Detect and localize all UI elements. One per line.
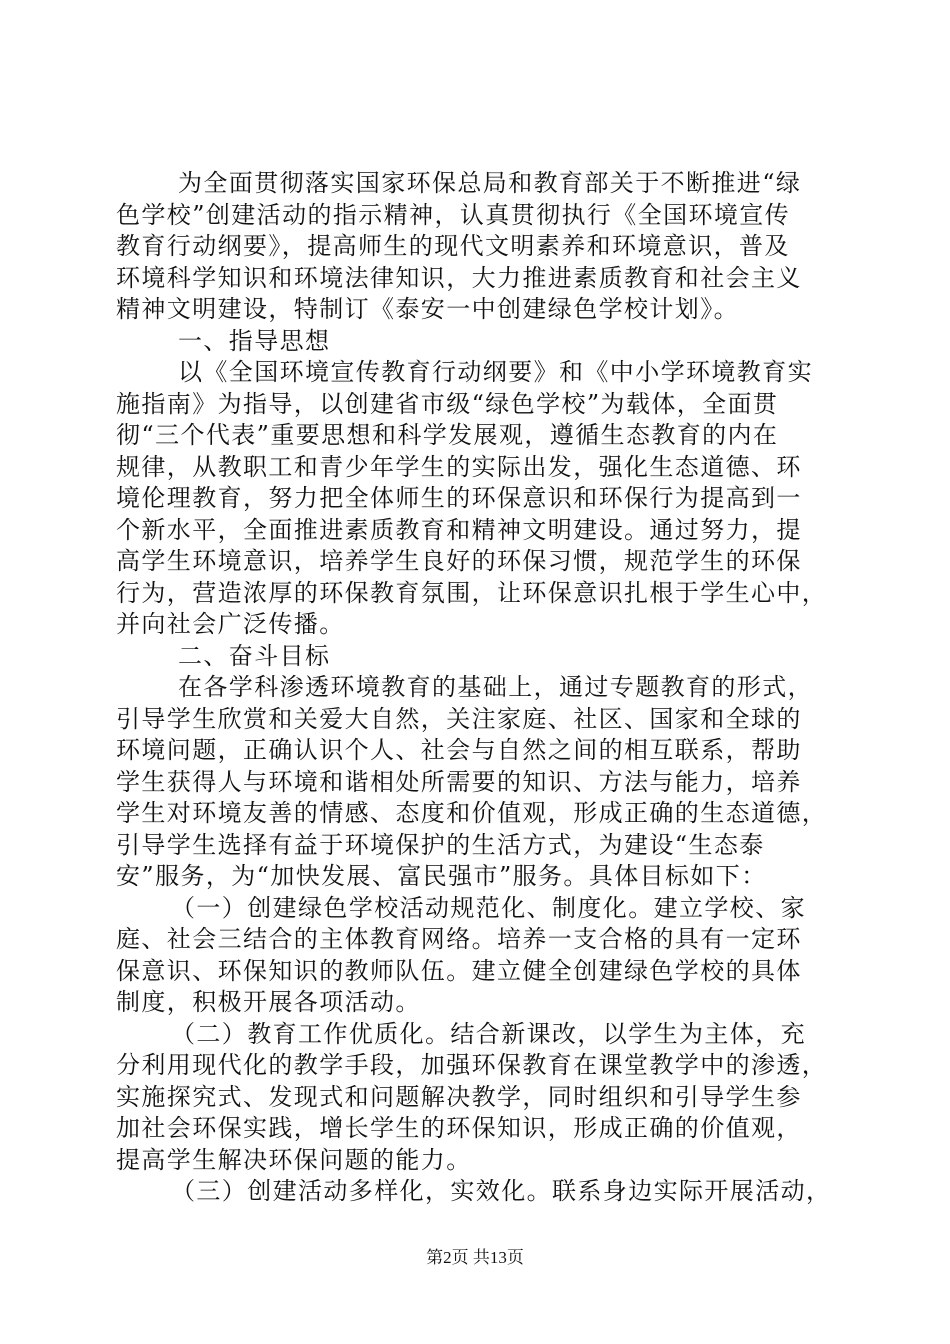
paragraph-line: 在各学科渗透环境教育的基础上，通过专题教育的形式， (178, 673, 813, 701)
paragraph-line: 教育行动纲要》，提高师生的现代文明素养和环境意识，普及 (116, 232, 790, 260)
paragraph-line: 庭、社会三结合的主体教育网络。培养一支合格的具有一定环 (116, 925, 802, 953)
paragraph-line: （一）创建绿色学校活动规范化、制度化。建立学校、家 (171, 893, 806, 922)
paragraph-line: 提高学生解决环保问题的能力。 (116, 1145, 472, 1174)
paragraph-line: 分利用现代化的教学手段，加强环保教育在课堂教学中的渗透， (116, 1051, 828, 1079)
paragraph-line: 行为，营造浓厚的环保教育氛围，让环保意识扎根于学生心中， (116, 578, 828, 607)
paragraph-line: 引导学生选择有益于环境保护的生活方式，为建设“生态泰 (116, 830, 765, 859)
paragraph-line: 安”服务，为“加快发展、富民强市”服务。具体目标如下： (116, 862, 767, 890)
section-heading: 一、指导思想 (178, 326, 331, 355)
paragraph-line: 彻“三个代表”重要思想和科学发展观，遵循生态教育的内在 (116, 421, 779, 449)
document-body (116, 168, 836, 1208)
paragraph-line: 以《全国环境宣传教育行动纲要》和《中小学环境教育实 (178, 358, 813, 386)
paragraph-line: 规律，从教职工和青少年学生的实际出发，强化生态道德、环 (116, 452, 802, 481)
paragraph-line: 施指南》为指导，以创建省市级“绿色学校”为载体，全面贯 (116, 389, 779, 418)
paragraph-line: 为全面贯彻落实国家环保总局和教育部关于不断推进“绿 (178, 169, 802, 197)
paragraph-line: 高学生环境意识，培养学生良好的环保习惯，规范学生的环保 (116, 547, 802, 575)
paragraph-line: （三）创建活动多样化，实效化。联系身边实际开展活动， (171, 1177, 832, 1205)
paragraph-line: 学生对环境友善的情感、态度和价值观，形成正确的生态道德， (116, 799, 828, 827)
paragraph-line: 环境科学知识和环境法律知识，大力推进素质教育和社会主义 (116, 263, 802, 292)
paragraph-line: 色学校”创建活动的指示精神，认真贯彻执行《全国环境宣传 (116, 200, 791, 229)
paragraph-line: 精神文明建设，特制订《泰安一中创建绿色学校计划》。 (116, 295, 739, 323)
page-number-footer: 第2页 共13页 (426, 1248, 524, 1267)
paragraph-line: 保意识、环保知识的教师队伍。建立健全创建绿色学校的具体 (116, 956, 802, 985)
paragraph-line: 个新水平，全面推进素质教育和精神文明建设。通过努力，提 (116, 515, 802, 544)
paragraph-line: 并向社会广泛传播。 (116, 610, 345, 638)
section-heading: 二、奋斗目标 (178, 641, 331, 670)
paragraph-line: 环境问题，正确认识个人、社会与自然之间的相互联系，帮助 (116, 736, 802, 764)
paragraph-line: 学生获得人与环境和谐相处所需要的知识、方法与能力，培养 (116, 767, 802, 796)
paragraph-line: 制度，积极开展各项活动。 (116, 988, 421, 1016)
paragraph-line: 引导学生欣赏和关爱大自然，关注家庭、社区、国家和全球的 (116, 704, 802, 733)
paragraph-line: 境伦理教育，努力把全体师生的环保意识和环保行为提高到一 (116, 484, 802, 512)
paragraph-line: 加社会环保实践，增长学生的环保知识，形成正确的价值观， (116, 1114, 802, 1142)
paragraph-line: （二）教育工作优质化。结合新课改，以学生为主体，充 (171, 1019, 806, 1048)
paragraph-line: 实施探究式、发现式和问题解决教学，同时组织和引导学生参 (116, 1082, 802, 1111)
